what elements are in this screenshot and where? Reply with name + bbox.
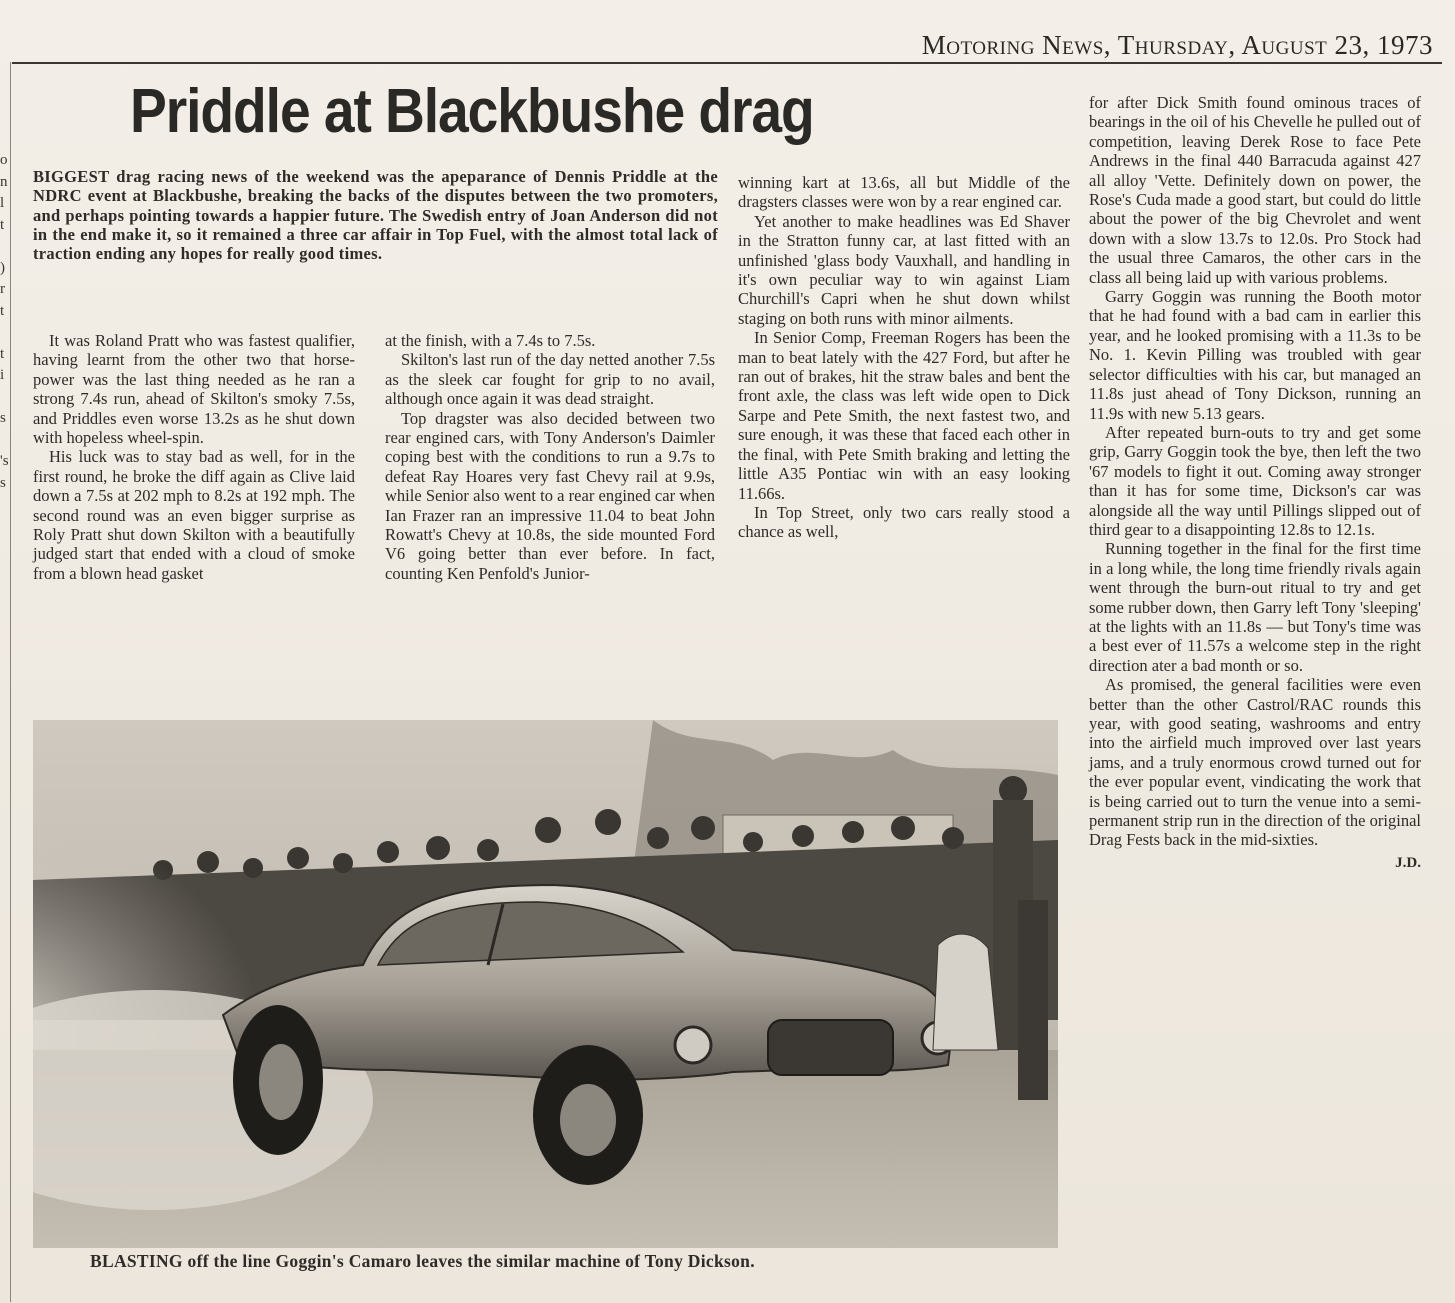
paragraph: In Senior Comp, Freeman Rogers has been the man to beat lately with the 427 Ford, but after he ran out of brakes, hit the straw bales and bent the front axle, the class was left wide open to Dick Sarpe and Pete Smith, the next fastest two, and sure enough, it was these that faced each other in the final, with Pete Smith braking and letting the little A35 Pontiac win with an easy looking 11.66s. [738, 328, 1070, 503]
photo-caption: BLASTING off the line Goggin's Camaro leaves the similar machine of Tony Dickson. [90, 1251, 755, 1271]
left-clip-fragment: i [0, 367, 5, 383]
left-clip-fragment: s [0, 410, 6, 426]
paragraph: In Top Street, only two cars really stood a chance as well, [738, 502, 1070, 542]
camaro-drag-race-image [33, 720, 1058, 1248]
paragraph: As promised, the general facilities were even better than the other Castrol/RAC rounds this year, with good seating, washrooms and entry into the airfield much improved over last years jams, and a truly enormous crowd turned out for the ever popular event, vindicating the work that is being carried out to turn the venue into a semi-permanent strip run in the direction of the original Drag Fests back in the mid-sixties. [1089, 675, 1421, 850]
author-signature: J.D. [1395, 854, 1421, 871]
left-clip-fragment: t [0, 302, 5, 319]
left-clip-fragment: n [0, 173, 8, 190]
paragraph: It was Roland Pratt who was fastest qualifier, having learnt from the other two that horse-power was the last thing needed as he ran a strong 7.4s run, ahead of Skilton's smoky 7.5s, and Priddles even worse 13.2s as he shut down with hopeless wheel-spin. [33, 331, 355, 448]
masthead: Motoring News, Thursday, August 23, 1973 [921, 30, 1433, 60]
paragraph: Garry Goggin was running the Booth motor that he had found with a bad cam in earlier this year, and he looked promising with a 11.3s to be No. 1. Kevin Pilling was troubled with gear selector difficulties with his car, but managed an 11.8s just ahead of Tony Dickson, running an 11.9s with new 5.13 gears. [1089, 287, 1421, 423]
paragraph: winning kart at 13.6s, all but Middle of the dragsters classes were won by a rear engined car. [738, 173, 1070, 212]
paragraph: Skilton's last run of the day netted another 7.5s as the sleek car fought for grip to no avail, although once again it was dead straight. [385, 350, 715, 409]
paragraph: for after Dick Smith found ominous traces of bearings in the oil of his Chevelle he pulled out of competition, leaving Derek Rose to face Pete Andrews in the final 440 Barracuda against 427 all alloy 'Vette. Definitely down on power, the Rose's Cuda made a good start, but could do little about the power of the big Chevrolet and went down with a slow 13.7s to 12.0s. Pro Stock had the usual three Camaros, the other cars in the class all being laid up with various problems. [1089, 93, 1421, 287]
paragraph: Yet another to make headlines was Ed Shaver in the Stratton funny car, at last fitted with an unfinished 'glass body Vauxhall, and handling in it's own peculiar way to win against Liam Churchill's Capri when he shut down whilst staging on both runs with minor ailments. [738, 211, 1070, 328]
left-clipped-column [0, 150, 14, 494]
left-clip-fragment [0, 322, 14, 344]
headline: Priddle at Blackbushe drag [130, 77, 814, 146]
left-clip-fragment [0, 387, 14, 409]
left-clip-fragment: l [0, 195, 5, 211]
intro-paragraph: BIGGEST drag racing news of the weekend was the apeparance of Dennis Priddle at the NDRC event at Blackbushe, breaking the backs of the disputes between the two promoters, and perhaps pointing towards a happier future. The Swedish entry of Joan Anderson did not in the end make it, so it remained a three car affair in Top Fuel, with the almost total lack of traction ending any hopes for really good times. [33, 167, 718, 264]
paragraph: His luck was to stay bad as well, for in the first round, he broke the diff again as Clive laid down a 7.5s at 202 mph to 8.2s at 192 mph. The second round was an even bigger surprise as Roly Pratt shut down Skilton with a beautifully judged start that ended with a cloud of smoke from a blown head gasket [33, 447, 355, 583]
left-clip-fragment [0, 236, 14, 258]
left-clip-fragment [0, 430, 14, 452]
left-clip-fragment: o [0, 152, 8, 168]
article-column-1 [33, 331, 355, 583]
left-clip-fragment: t [0, 345, 5, 362]
left-clip-fragment: ) [0, 259, 5, 276]
article-column-3 [738, 173, 1070, 542]
left-clip-fragment: t [0, 216, 5, 233]
article-column-2 [385, 331, 715, 583]
masthead-rule [12, 62, 1442, 64]
article-column-4 [1089, 93, 1421, 873]
left-clip-fragment: r [0, 281, 5, 297]
left-clip-fragment: s [0, 474, 6, 491]
camaro-photo [33, 720, 1058, 1248]
paragraph: Running together in the final for the first time in a long while, the long time friendly rivals again went through the burn-out ritual to try and get some rubber down, then Garry left Tony 'sleeping' at the lights with an 11.8s — but Tony's time was a best ever of 11.57s a welcome step in the right direction ater a bad month or so. [1089, 539, 1421, 675]
paragraph: at the finish, with a 7.4s to 7.5s. [385, 331, 596, 350]
left-clip-fragment: 's [0, 453, 9, 469]
paragraph: After repeated burn-outs to try and get some grip, Garry Goggin took the bye, then left the two '67 models to fight it out. Coming away stronger than it has for some time, Dickson's car was alongside all the way until Pillings slipped out of third gear to a disappointing 12.8s to 12.1s. [1089, 422, 1421, 539]
paragraph: Top dragster was also decided between two rear engined cars, with Tony Anderson's Daimler coping best with the conditions to run a 9.7s to defeat Ray Hoares very fast Chevy rail at 9.9s, while Senior also went to a rear engined car when Ian Frazer ran an impressive 11.04 to beat John Rowatt's Chevy at 10.8s, the side mounted Ford V6 going better than ever before. In fact, counting Ken Penfold's Junior- [385, 408, 715, 583]
